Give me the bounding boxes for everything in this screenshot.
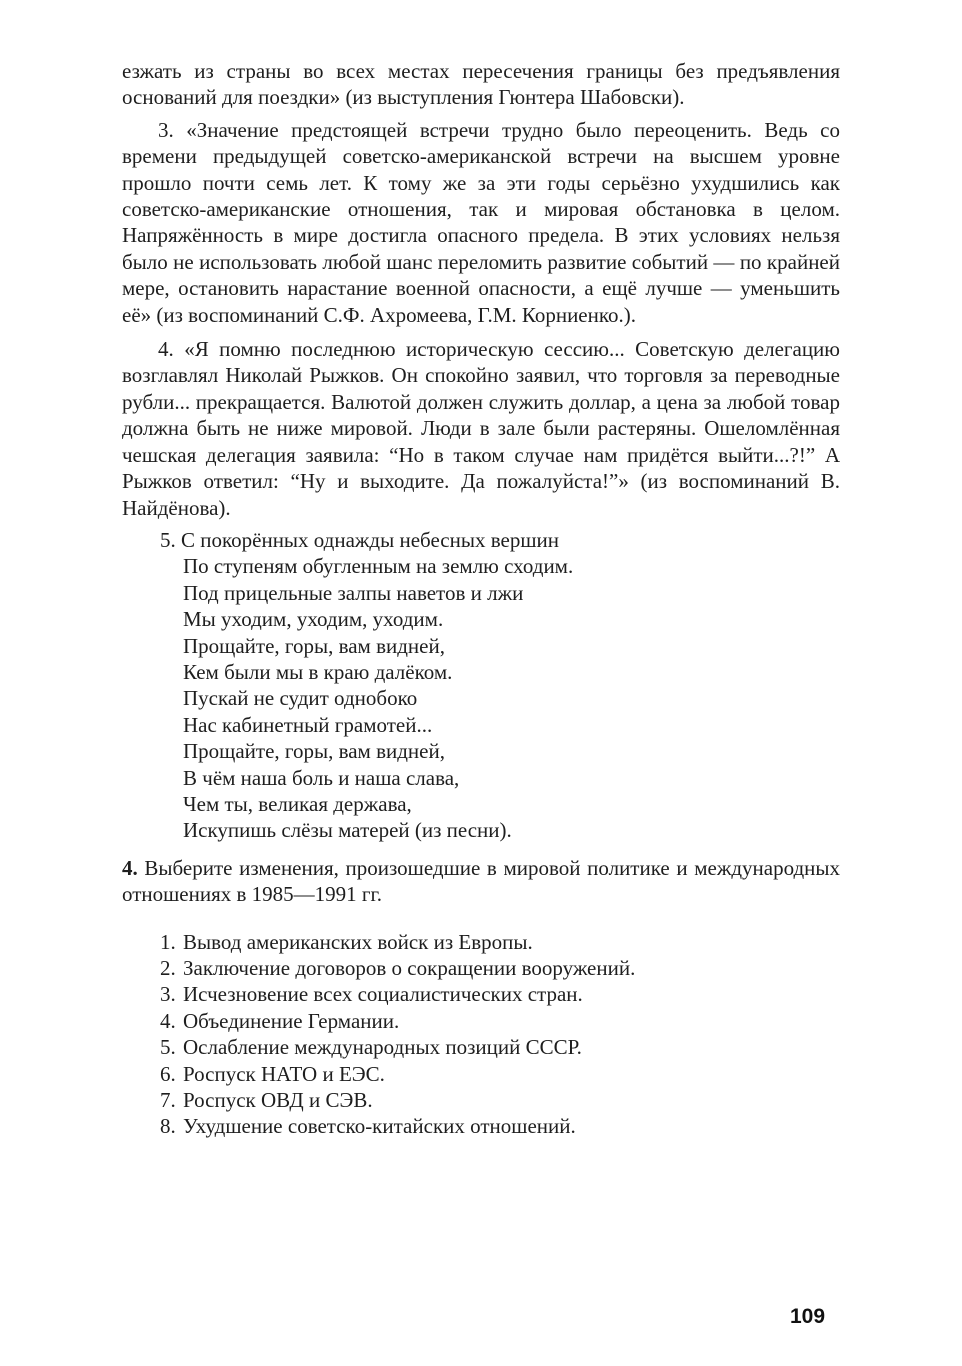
option-number: 6. — [160, 1061, 176, 1086]
poem-line: Пускай не судит однобоко — [183, 686, 418, 711]
list-item — [160, 1008, 840, 1034]
task-number: 4. — [122, 855, 138, 880]
option-text: Ухудшение советско-китайских отношений. — [183, 1114, 576, 1139]
poem-line: Кем были мы в краю далёком. — [183, 659, 453, 684]
option-number: 1. — [160, 929, 176, 954]
paragraph-continued: езжать из страны во всех местах пересечения границы без предъявления оснований для поездки» (из выступления Гюнтера Шабовски). — [122, 59, 840, 110]
option-number: 8. — [160, 1114, 176, 1139]
poem-line: Нас кабинетный грамотей... — [183, 712, 433, 737]
list-item — [160, 955, 840, 981]
option-text: Заключение договоров о сокращении вооружений. — [183, 956, 636, 980]
list-item — [160, 1034, 840, 1060]
poem-line: Прощайте, горы, вам видней, — [183, 739, 445, 764]
page-body — [122, 58, 840, 1140]
list-item — [160, 1087, 840, 1113]
poem-quote-5 — [122, 527, 840, 844]
option-text: Вывод американских войск из Европы. — [183, 929, 533, 954]
paragraph-4: 4. «Я помню последнюю историческую сессию... Советскую делегацию возглавлял Николай Рыжков. Он спокойно заявил, что торговля за переводные рубли... прекращается. Валютой должен служить доллар, а цена за любой товар должна быть не ниже мировой. Люди в зале были растеряны. Ошеломлённая чешская делегация заявила: “Но в таком случае нам придётся выйти...?!” А Рыжков ответил: “Ну и выходите. Да пожалуйста!”» (из воспоминаний В. Найдёнова). — [122, 337, 840, 520]
answer-options — [122, 929, 840, 1140]
poem-line: Под прицельные залпы наветов и лжи — [183, 580, 524, 605]
option-number: 5. — [160, 1035, 176, 1060]
task-4 — [122, 855, 840, 908]
option-number: 7. — [160, 1088, 176, 1113]
list-item — [160, 1061, 840, 1087]
poem-line: В чём наша боль и наша слава, — [183, 765, 460, 790]
poem-line: По ступеням обугленным на землю сходим. — [183, 554, 574, 579]
option-text: Исчезновение всех социалистических стран. — [183, 982, 583, 1007]
poem-line: 5. С покорённых однажды небесных вершин — [160, 527, 559, 552]
option-text: Объединение Германии. — [183, 1008, 400, 1033]
task-text: Выберите изменения, произошедшие в мировой политике и международных отношениях в 1985—1991 гг. — [122, 855, 841, 907]
list-item — [160, 929, 840, 955]
poem-line: Прощайте, горы, вам видней, — [183, 633, 445, 658]
list-item — [160, 1113, 840, 1139]
option-text: Роспуск НАТО и ЕЭС. — [183, 1061, 385, 1086]
poem-line: Искупишь слёзы матерей (из песни). — [183, 818, 512, 843]
list-item — [160, 981, 840, 1007]
option-text: Ослабление международных позиций СССР. — [183, 1035, 582, 1060]
page-number: 109 — [790, 1305, 826, 1328]
option-number: 3. — [160, 982, 176, 1007]
option-number: 2. — [160, 956, 176, 980]
poem-line: Чем ты, великая держава, — [183, 791, 412, 816]
option-text: Роспуск ОВД и СЭВ. — [183, 1088, 373, 1113]
option-number: 4. — [160, 1008, 176, 1033]
poem-line: Мы уходим, уходим, уходим. — [183, 607, 444, 632]
paragraph-3: 3. «Значение предстоящей встречи трудно было переоценить. Ведь со времени предыдущей советско-американской встречи на высшем уровне прошло почти семь лет. К тому же за эти годы серьёзно ухудшились как советско-американские отношения, так и мировая обстановка в целом. Напряжённость в мире достигла опасного предела. В этих условиях нельзя было не использовать любой шанс переломить развитие событий — по крайней мере, остановить нарастание военной опасности, а ещё лучше — уменьшить её» (из воспоминаний С.Ф. Ахромеева, Г.М. Корниенко.). — [122, 117, 840, 327]
